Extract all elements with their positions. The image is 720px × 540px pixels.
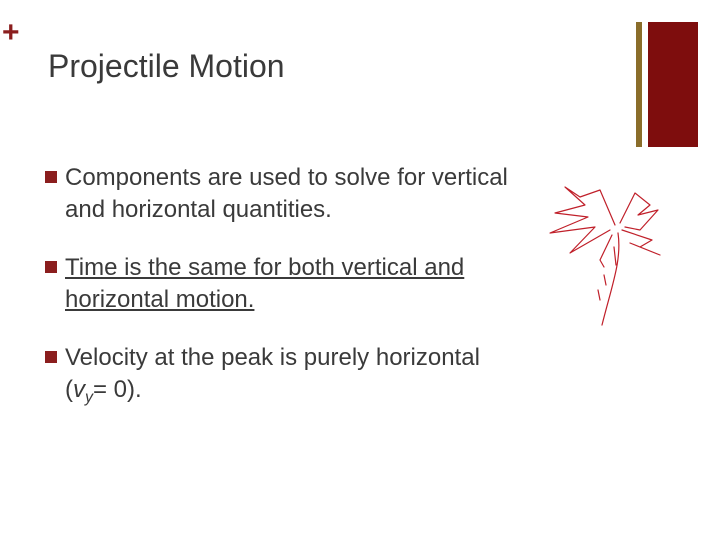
palm-tree-icon bbox=[540, 185, 670, 330]
bullet-text-suffix: = 0). bbox=[93, 376, 142, 403]
decorative-bar-red bbox=[648, 22, 698, 147]
bullet-text-line1: Velocity at the peak is purely horizontal bbox=[65, 344, 480, 371]
bullet-text-line1: Components are used to solve for vertical bbox=[65, 164, 508, 191]
bullet-square-icon bbox=[45, 261, 57, 273]
velocity-variable: v bbox=[73, 376, 85, 403]
bullet-square-icon bbox=[45, 351, 57, 363]
bullet-item-velocity bbox=[45, 342, 645, 414]
bullet-square-icon bbox=[45, 171, 57, 183]
bullet-text-line2: horizontal motion. bbox=[65, 286, 255, 313]
bullet-text-prefix: ( bbox=[65, 376, 73, 403]
velocity-subscript: y bbox=[85, 389, 93, 406]
decorative-bar-gold bbox=[636, 22, 642, 147]
plus-icon: + bbox=[2, 16, 20, 49]
bullet-text-line1: Time is the same for both vertical and bbox=[65, 254, 465, 281]
bullet-text-line2: and horizontal quantities. bbox=[65, 196, 332, 223]
slide-title: Projectile Motion bbox=[48, 48, 285, 84]
